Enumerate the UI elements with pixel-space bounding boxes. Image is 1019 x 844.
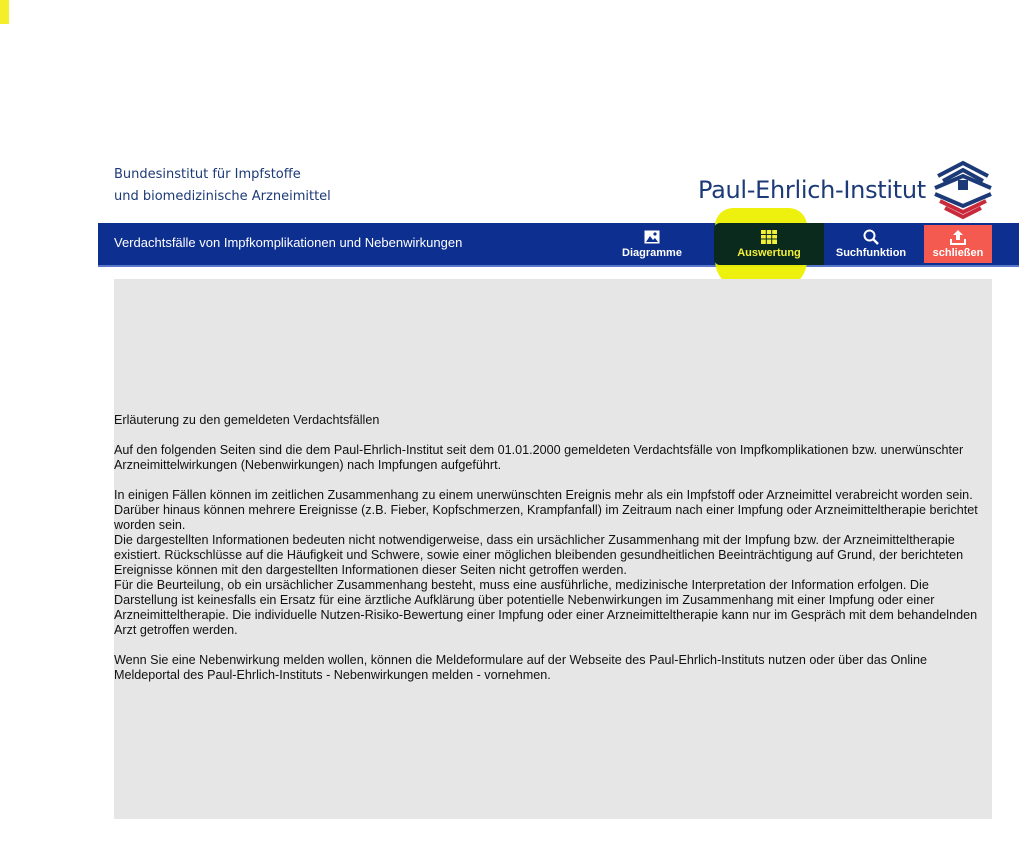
suchfunktion-label: Suchfunktion: [835, 247, 907, 259]
navbar: [98, 223, 1019, 267]
content-heading: Erläuterung zu den gemeldeten Verdachtsfällen: [114, 413, 380, 427]
org-name-line1: Bundesinstitut für Impfstoffe: [114, 167, 301, 182]
content-text: [114, 413, 992, 698]
corner-highlight-mark: [0, 0, 9, 24]
content-paragraph-2b: Die dargestellten Informationen bedeuten nicht notwendigerweise, dass ein ursächlicher Zusammenhang mit der Impfung bzw. der Arzneimitteltherapie existiert. Rückschlüsse auf die Häufigkeit und Schwere, sowie einer möglichen bleibenden gesundheitlichen Beeinträchtigung auf Grund, der berichteten Ereignisse können mit den dargestellten Informationen dieser Seiten nicht getroffen werden.: [114, 533, 964, 577]
content-paragraph-2a: In einigen Fällen können im zeitlichen Zusammenhang zu einem unerwünschten Ereignis mehr als ein Impfstoff oder Arzneimittel verabreicht worden sein. Darüber hinaus können mehrere Ereignisse (z.B. Fieber, Kopfschmerzen, Krampfanfall) im Zeitraum nach einer Impfung oder Arzneimitteltherapie berichtet worden sein.: [114, 488, 978, 532]
table-icon: [761, 229, 777, 245]
suchfunktion-button[interactable]: [830, 223, 912, 265]
close-button[interactable]: [924, 225, 992, 263]
pei-logo-icon: [932, 158, 994, 225]
content-panel: [114, 279, 992, 819]
navbar-title: Verdachtsfälle von Impfkomplikationen und Nebenwirkungen: [114, 235, 463, 250]
content-paragraph-3: Wenn Sie eine Nebenwirkung melden wollen, können die Meldeformulare auf der Webseite des Paul-Ehrlich-Instituts nutzen oder über das Online Meldeportal des Paul-Ehrlich-Instituts - Nebenwirkungen melden - vornehmen.: [114, 653, 927, 682]
content-paragraph-1: Auf den folgenden Seiten sind die dem Paul-Ehrlich-Institut seit dem 01.01.2000 gemeldeten Verdachtsfälle von Impfkomplikationen bzw. unerwünschter Arzneimittelwirkungen (Nebenwirkungen) nach Impfungen aufgeführt.: [114, 443, 964, 472]
search-icon: [863, 229, 879, 245]
upload-icon: [950, 229, 966, 245]
brand-text: Paul-Ehrlich-Institut: [698, 176, 926, 204]
diagramme-button[interactable]: [612, 223, 692, 265]
close-label: schließen: [932, 247, 984, 259]
brand-name: [698, 168, 926, 212]
auswertung-label: Auswertung: [737, 247, 801, 259]
diagramme-label: Diagramme: [622, 247, 682, 259]
org-name-line2: und biomedizinische Arzneimittel: [114, 189, 331, 204]
image-icon: [644, 229, 660, 245]
content-paragraph-2c: Für die Beurteilung, ob ein ursächlicher Zusammenhang besteht, muss eine ausführliche, medizinische Interpretation der Information erfolgen. Die Darstellung ist keinesfalls ein Ersatz für eine ärztliche Aufklärung über potentielle Nebenwirkungen im Zusammenhang mit einer Impfung oder einer Arzneimitteltherapie. Die individuelle Nutzen-Risiko-Bewertung einer Impfung oder einer Arzneimitteltherapie kann nur im Gespräch mit dem behandelnden Arzt getroffen werden.: [114, 578, 978, 637]
auswertung-button[interactable]: [714, 223, 824, 265]
